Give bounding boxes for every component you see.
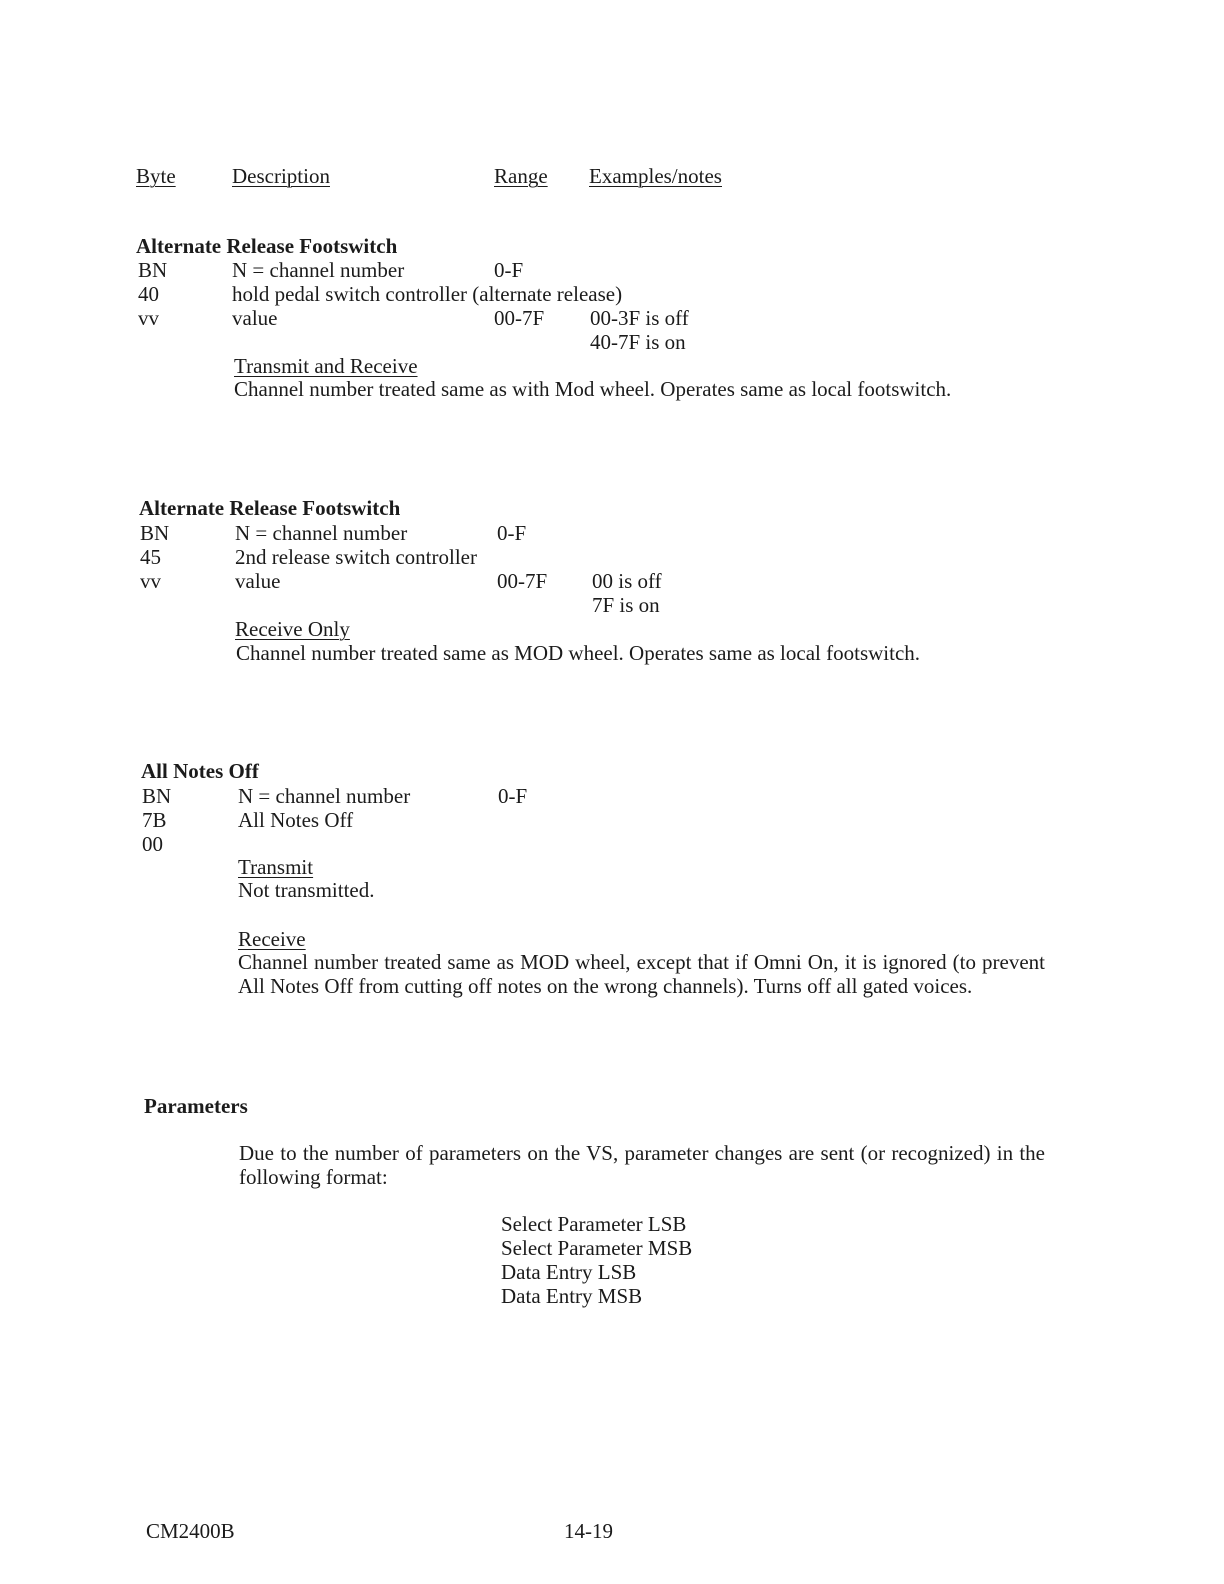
byte-cell: vv xyxy=(140,569,161,593)
parameter-step: Select Parameter MSB xyxy=(501,1236,693,1260)
range-cell: 0-F xyxy=(498,784,528,808)
range-cell: 00-7F xyxy=(497,569,548,593)
header-notes: Examples/notes xyxy=(589,164,722,188)
description-cell: hold pedal switch controller (alternate release) xyxy=(232,282,623,306)
mode-label: Receive Only xyxy=(235,617,350,641)
parameter-step: Data Entry MSB xyxy=(501,1284,643,1308)
byte-cell: BN xyxy=(140,521,170,545)
range-cell: 0-F xyxy=(497,521,527,545)
description-cell: All Notes Off xyxy=(238,808,354,832)
byte-cell: 45 xyxy=(140,545,161,569)
receive-label: Receive xyxy=(238,927,306,951)
byte-cell: 40 xyxy=(138,282,159,306)
section-title: Parameters xyxy=(144,1094,248,1118)
note-line: 7F is on xyxy=(592,593,660,617)
section-title: Alternate Release Footswitch xyxy=(136,234,398,258)
note-line: 40-7F is on xyxy=(590,330,686,354)
header-range: Range xyxy=(494,164,548,188)
section-text: Channel number treated same as MOD wheel. Operates same as local footswitch. xyxy=(236,641,921,665)
byte-cell: 00 xyxy=(142,832,163,856)
transmit-label: Transmit xyxy=(238,855,314,879)
header-byte: Byte xyxy=(136,164,176,188)
section-title: Alternate Release Footswitch xyxy=(139,496,401,520)
transmit-text: Not transmitted. xyxy=(238,878,375,902)
mode-label: Transmit and Receive xyxy=(234,354,418,378)
note-line: 00 is off xyxy=(592,569,662,593)
description-cell: value xyxy=(235,569,281,593)
description-cell: 2nd release switch controller xyxy=(235,545,477,569)
byte-cell: BN xyxy=(138,258,168,282)
section-title: All Notes Off xyxy=(141,759,259,783)
header-description: Description xyxy=(232,164,330,188)
footer-page-number: 14-19 xyxy=(564,1519,613,1543)
byte-cell: vv xyxy=(138,306,159,330)
description-cell: N = channel number xyxy=(238,784,411,808)
parameters-intro: Due to the number of parameters on the VS, parameter changes are sent (or recognized) in the following format: xyxy=(239,1141,1045,1189)
note-line: 00-3F is off xyxy=(590,306,689,330)
section-text: Channel number treated same as with Mod wheel. Operates same as local footswitch. xyxy=(234,377,952,401)
range-cell: 0-F xyxy=(494,258,524,282)
range-cell: 00-7F xyxy=(494,306,545,330)
parameter-step: Data Entry LSB xyxy=(501,1260,637,1284)
footer-doc-id: CM2400B xyxy=(146,1519,235,1543)
description-cell: N = channel number xyxy=(235,521,408,545)
description-cell: value xyxy=(232,306,278,330)
byte-cell: 7B xyxy=(142,808,167,832)
description-cell: N = channel number xyxy=(232,258,405,282)
receive-text: Channel number treated same as MOD wheel, except that if Omni On, it is ignored (to prevent All Notes Off from cutting off notes on the wrong channels). Turns off all gated voices. xyxy=(238,950,1045,998)
byte-cell: BN xyxy=(142,784,172,808)
parameter-step: Select Parameter LSB xyxy=(501,1212,687,1236)
